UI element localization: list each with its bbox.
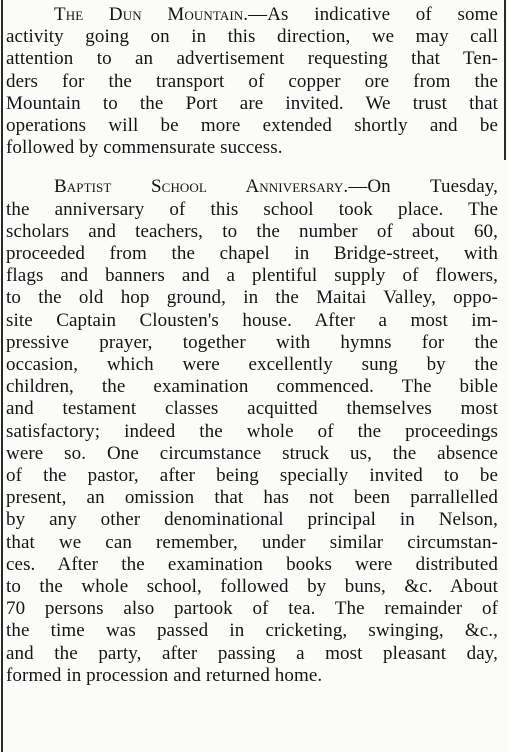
article-line: The Dun Mountain.—As indicative of some — [54, 4, 498, 25]
article-line: the time was passed in cricketing, swinging, &c., — [6, 620, 498, 642]
article-line: pressive prayer, together with hymns for the — [6, 331, 498, 353]
article-line: and testament classes acquitted themselves most — [6, 398, 498, 420]
article-line: flags and banners and a plentiful supply of flowers, — [6, 265, 498, 287]
article-baptist-school — [6, 159, 498, 687]
article-line: attention to an advertisement requesting that Ten- — [6, 48, 498, 70]
article-line: satisfactory; indeed the whole of the proceedings — [6, 420, 498, 442]
column-rule-left — [1, 0, 3, 752]
article-line: occasion, which were excellently sung by the — [6, 354, 498, 376]
article-line: scholars and teachers, to the number of about 60, — [6, 220, 498, 242]
article-line: Mountain to the Port are invited. We trust that — [6, 92, 498, 114]
article-line: by any other denominational principal in Nelson, — [6, 509, 498, 531]
article-heading: The Dun Mountain. — [54, 4, 249, 25]
article-line: that we can remember, under similar circumstan- — [6, 531, 498, 553]
article-line: ces. After the examination books were distributed — [6, 553, 498, 575]
article-line: of the pastor, after being specially invited to be — [6, 465, 498, 487]
article-line: Baptist School Anniversary.—On Tuesday, — [54, 176, 498, 198]
article-line: ders for the transport of copper ore from the — [6, 70, 498, 92]
article-heading: Baptist School Anniversary. — [54, 176, 349, 198]
article-line: to the old hop ground, in the Maitai Valley, oppo- — [6, 287, 498, 309]
article-line: site Captain Clousten's house. After a most im- — [6, 309, 498, 331]
article-dun-mountain — [6, 0, 498, 159]
article-line: the anniversary of this school took place. The — [6, 198, 498, 220]
article-line: present, an omission that has not been parrallelled — [6, 487, 498, 509]
article-line: activity going on in this direction, we may call — [6, 26, 498, 48]
article-line: to the whole school, followed by buns, &c. About — [6, 576, 498, 598]
article-line: 70 persons also partook of tea. The remainder of — [6, 598, 498, 620]
column-rule-right — [504, 0, 506, 160]
article-line: children, the examination commenced. The bible — [6, 376, 498, 398]
article-line: operations will be more extended shortly and be — [6, 115, 498, 137]
article-line: and the party, after passing a most pleasant day, — [6, 642, 498, 664]
article-line: proceeded from the chapel in Bridge-street, with — [6, 243, 498, 265]
article-line: were so. One circumstance struck us, the absence — [6, 442, 498, 464]
article-line: followed by commensurate success. — [6, 137, 283, 159]
article-line: formed in procession and returned home. — [6, 664, 323, 686]
